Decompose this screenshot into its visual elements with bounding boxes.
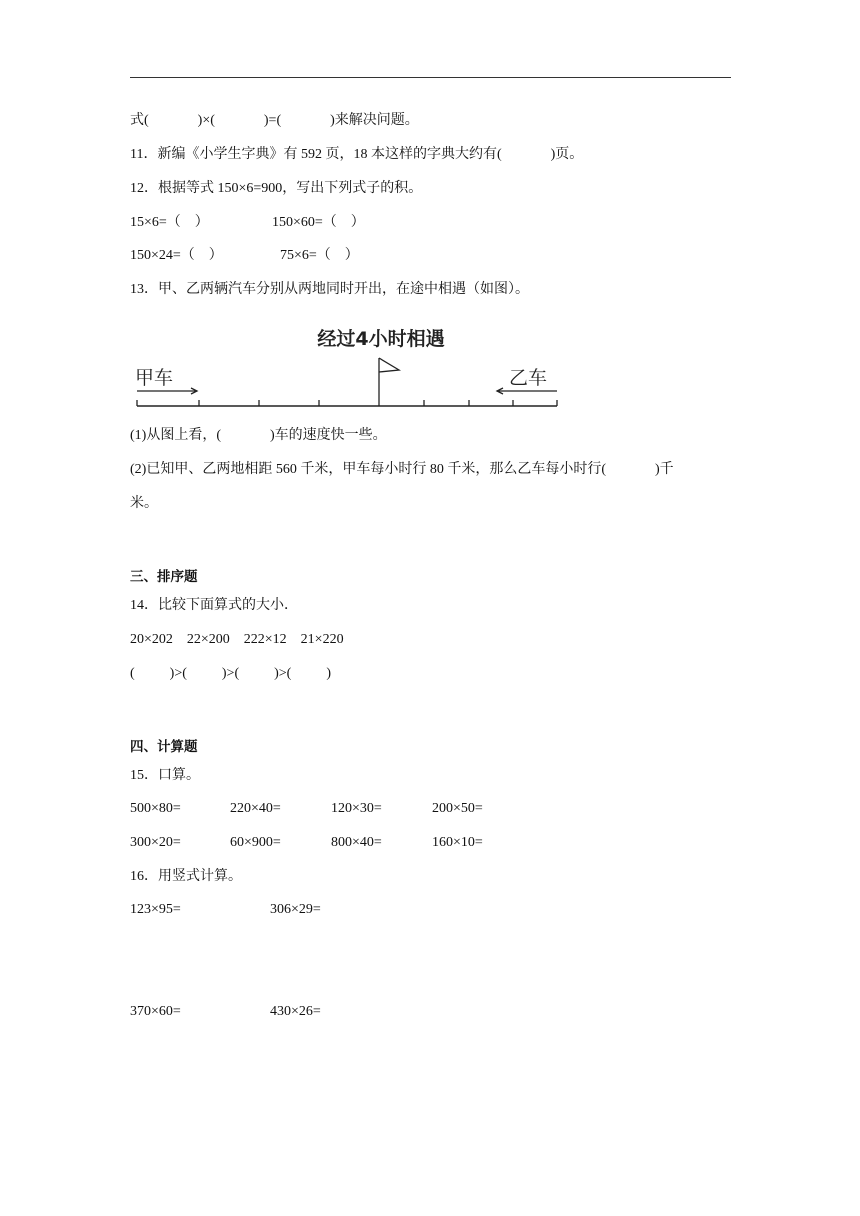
left-car-label: 甲车: [135, 367, 174, 389]
mental-calc: 300×20=: [130, 835, 181, 850]
question-13-2: (2)已知甲、乙两地相距 560 千米，甲车每小时行 80 千米，那么乙车每小时行( )千: [130, 462, 674, 477]
section-4-heading: 四、计算题: [130, 739, 198, 754]
diagram-title: 经过4小时相遇: [317, 328, 445, 350]
mental-calc: 800×40=: [331, 835, 382, 850]
vertical-calc: 370×60=: [130, 1004, 181, 1019]
vertical-calc: 123×95=: [130, 902, 181, 917]
q12-item-4: 75×6=（ ）: [280, 248, 359, 263]
mental-calc: 500×80=: [130, 801, 181, 816]
vertical-calc: 306×29=: [270, 902, 321, 917]
question-13-2-cont: 米。: [130, 496, 158, 511]
question-13-1: (1)从图上看，( )车的速度快一些。: [130, 428, 387, 443]
q14-order-blanks: ( )>( )>( )>( ): [130, 666, 331, 681]
mental-calc: 120×30=: [331, 801, 382, 816]
q12-item-2: 150×60=（ ）: [272, 215, 365, 230]
flag-icon: [379, 358, 399, 406]
distance-line: [137, 400, 557, 406]
q10-continuation: 式( )×( )=( )来解决问题。: [130, 113, 419, 128]
mental-calc: 60×900=: [230, 835, 281, 850]
mental-calc: 200×50=: [432, 801, 483, 816]
question-16: 16．用竖式计算。: [130, 869, 242, 884]
mental-calc: 160×10=: [432, 835, 483, 850]
mental-calc: 220×40=: [230, 801, 281, 816]
right-car-label: 乙车: [509, 367, 548, 389]
q14-expressions: 20×202 22×200 222×12 21×220: [130, 632, 344, 647]
q12-item-1: 15×6=（ ）: [130, 215, 209, 230]
q12-item-3: 150×24=（ ）: [130, 248, 223, 263]
section-3-heading: 三、排序题: [130, 569, 198, 584]
header-rule: [130, 77, 731, 78]
question-13: 13．甲、乙两辆汽车分别从两地同时开出，在途中相遇（如图）。: [130, 282, 529, 297]
question-14: 14．比较下面算式的大小．: [130, 598, 298, 613]
question-15: 15．口算。: [130, 768, 200, 783]
meeting-diagram: [125, 318, 570, 418]
question-12: 12．根据等式 150×6=900，写出下列式子的积。: [130, 181, 423, 196]
vertical-calc: 430×26=: [270, 1004, 321, 1019]
question-11: 11．新编《小学生字典》有 592 页，18 本这样的字典大约有( )页。: [130, 147, 584, 162]
